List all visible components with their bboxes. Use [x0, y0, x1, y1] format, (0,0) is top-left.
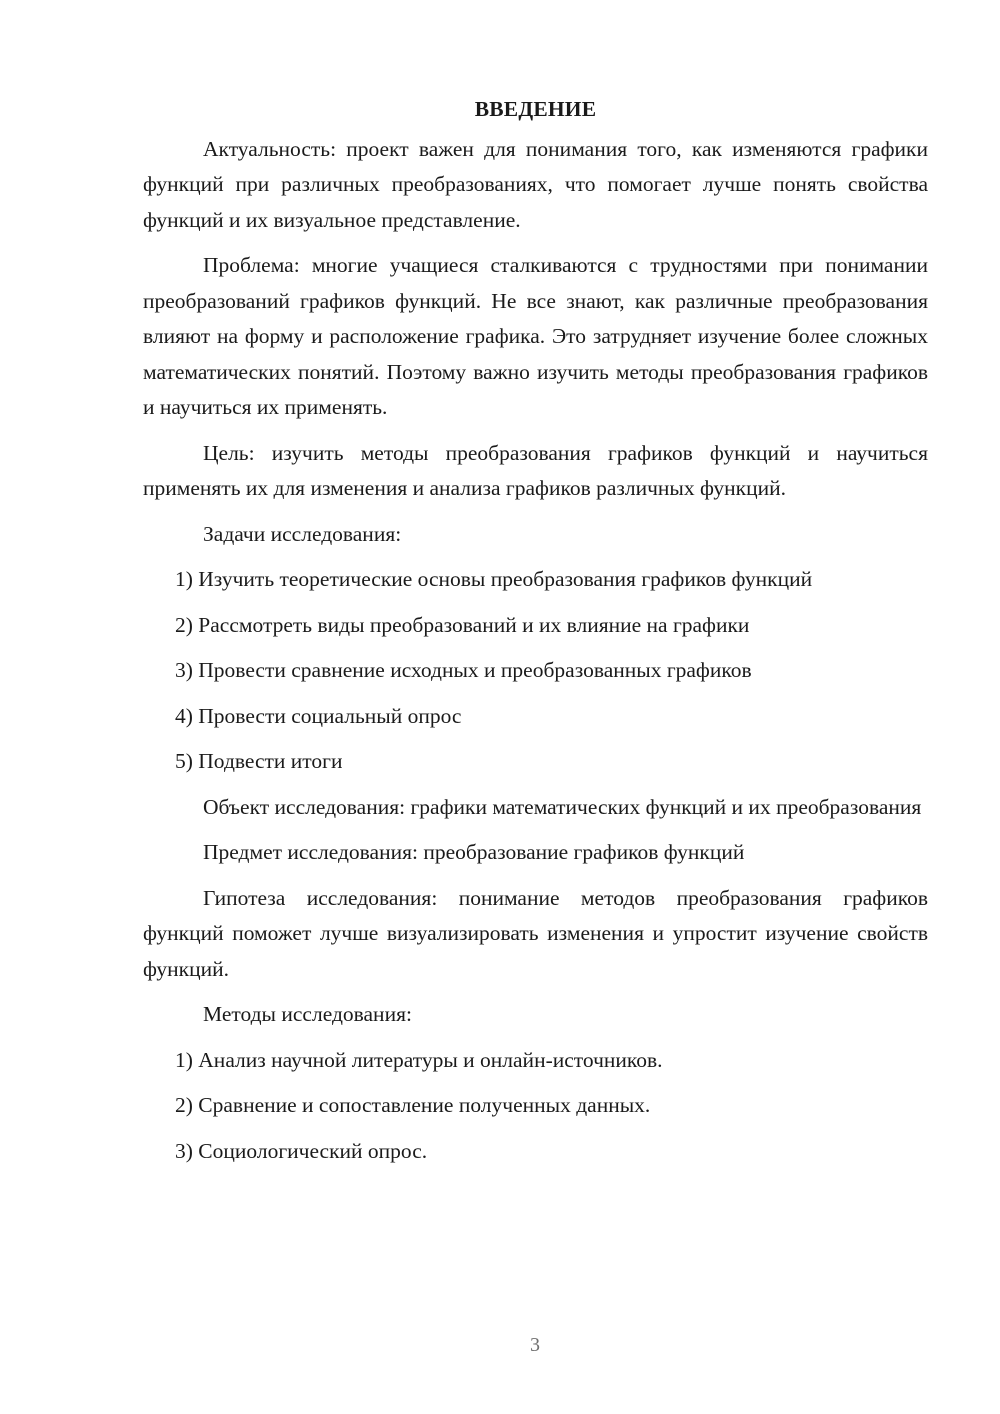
page-number: 3	[530, 1334, 540, 1356]
paragraph-goal: Цель: изучить методы преобразования графиков функций и научиться применять их для изменения и анализа графиков различных функций.	[143, 440, 928, 500]
tasks-heading: Задачи исследования:	[203, 521, 402, 546]
task-item: 1) Изучить теоретические основы преобразования графиков функций	[175, 567, 813, 591]
paragraph-hypothesis: Гипотеза исследования: понимание методов преобразования графиков функций поможет лучше визуализировать изменения и упростит изучение свойств функций.	[143, 885, 928, 981]
methods-heading: Методы исследования:	[203, 1002, 412, 1026]
paragraph-subject: Предмет исследования: преобразование графиков функций	[203, 840, 745, 864]
paragraph-problem: Проблема: многие учащиеся сталкиваются с трудностями при понимании преобразований графиков функций. Не все знают, как различные преобразования влияют на форму и расположение графика. Это затрудняет изучение более сложных математических понятий. Поэтому важно изучить методы преобразования графиков и научиться их применять.	[143, 253, 928, 419]
task-item: 2) Рассмотреть виды преобразований и их влияние на графики	[175, 612, 750, 637]
paragraph-object: Объект исследования: графики математических функций и их преобразования	[203, 794, 922, 819]
task-item: 3) Провести сравнение исходных и преобразованных графиков	[175, 658, 752, 682]
paragraph-relevance: Актуальность: проект важен для понимания того, как изменяются графики функций при различных преобразованиях, что помогает лучше понять свойства функций и их визуальное представление.	[143, 136, 928, 232]
method-item: 2) Сравнение и сопоставление полученных данных.	[175, 1093, 651, 1117]
section-title: ВВЕДЕНИЕ	[474, 97, 597, 121]
task-item: 4) Провести социальный опрос	[175, 703, 462, 728]
task-item: 5) Подвести итоги	[175, 749, 343, 773]
page-content	[143, 92, 928, 1179]
method-item: 3) Социологический опрос.	[175, 1138, 428, 1163]
method-item: 1) Анализ научной литературы и онлайн-источников.	[175, 1047, 663, 1072]
